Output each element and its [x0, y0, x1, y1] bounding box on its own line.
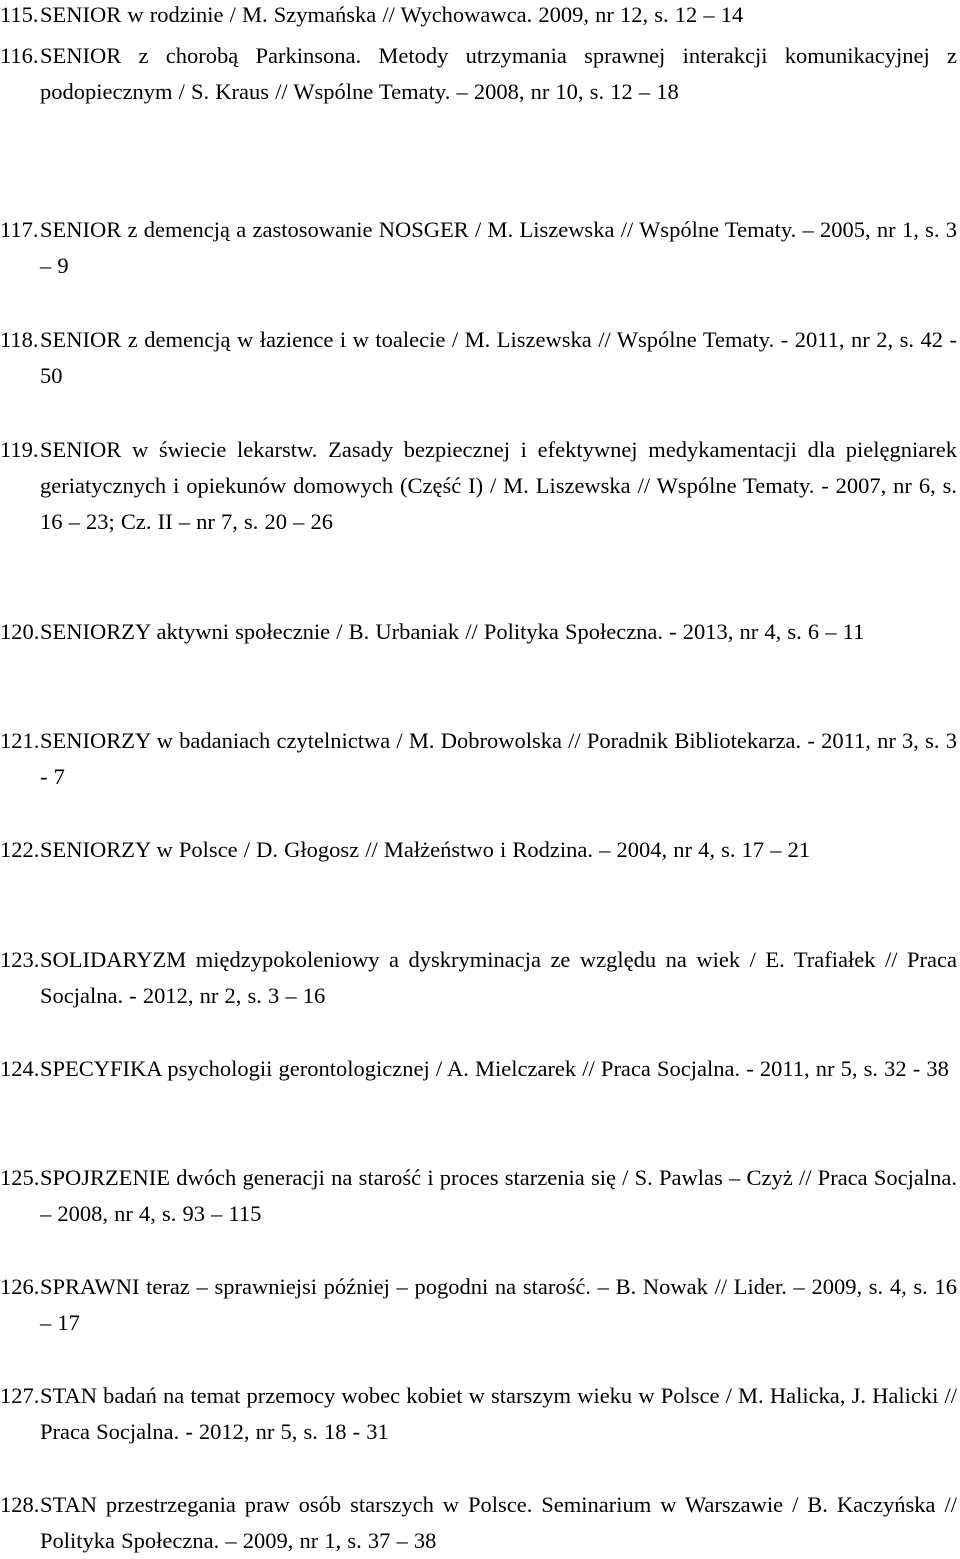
- entry-number: 123.: [0, 947, 40, 972]
- entry-text: SENIORZY aktywni społecznie / B. Urbaniak // Polityka Społeczna. - 2013, nr 4, s. 6 – 11: [40, 619, 865, 644]
- bibliography-entry-127: [0, 1378, 960, 1450]
- entry-text: STAN badań na temat przemocy wobec kobiet w starszym wieku w Polsce / M. Halicka, J. Halicki // Praca Socjalna. - 2012, nr 5, s. 18 - 31: [40, 1383, 957, 1444]
- entry-number: 124.: [0, 1056, 40, 1081]
- entry-text: STAN przestrzegania praw osób starszych w Polsce. Seminarium w Warszawie / B. Kaczyńska // Polityka Społeczna. – 2009, nr 1, s. 37 – 38: [40, 1492, 957, 1553]
- bibliography-entry-120: [0, 614, 960, 650]
- bibliography-entry-123: [0, 942, 960, 1014]
- bibliography-entry-122: [0, 832, 960, 868]
- entry-text: SENIOR z demencją w łazience i w toalecie / M. Liszewska // Wspólne Tematy. - 2011, nr 2, s. 42 - 50: [40, 327, 957, 388]
- entry-text: SOLIDARYZM międzypokoleniowy a dyskryminacja ze względu na wiek / E. Trafiałek // Praca Socjalna. - 2012, nr 2, s. 3 – 16: [40, 947, 957, 1008]
- bibliography-entry-116: [0, 38, 960, 110]
- entry-text: SENIOR z demencją a zastosowanie NOSGER / M. Liszewska // Wspólne Tematy. – 2005, nr 1, s. 3 – 9: [40, 217, 957, 278]
- entry-number: 117.: [0, 217, 39, 242]
- bibliography-entry-126: [0, 1269, 960, 1341]
- entry-number: 118.: [0, 327, 39, 352]
- bibliography-entry-121: [0, 723, 960, 795]
- bibliography-entry-115: [0, 0, 960, 33]
- entry-number: 119.: [0, 437, 39, 462]
- entry-number: 116.: [0, 43, 39, 68]
- entry-text: SPOJRZENIE dwóch generacji na starość i proces starzenia się / S. Pawlas – Czyż // Praca Socjalna. – 2008, nr 4, s. 93 – 115: [40, 1165, 957, 1226]
- entry-text: SENIOR w rodzinie / M. Szymańska // Wychowawca. 2009, nr 12, s. 12 – 14: [40, 2, 744, 27]
- entry-text: SPRAWNI teraz – sprawniejsi później – pogodni na starość. – B. Nowak // Lider. – 2009, s. 4, s. 16 – 17: [40, 1274, 957, 1335]
- bibliography-entry-119: [0, 432, 960, 540]
- entry-text: SPECYFIKA psychologii gerontologicznej / A. Mielczarek // Praca Socjalna. - 2011, nr 5, s. 32 - 38: [40, 1056, 949, 1081]
- bibliography-entry-117: [0, 212, 960, 284]
- entry-text: SENIORZY w badaniach czytelnictwa / M. Dobrowolska // Poradnik Bibliotekarza. - 2011, nr 3, s. 3 - 7: [40, 728, 957, 789]
- bibliography-entry-125: [0, 1160, 960, 1232]
- entry-number: 115.: [0, 2, 39, 27]
- entry-number: 127.: [0, 1383, 40, 1408]
- entry-text: SENIOR z chorobą Parkinsona. Metody utrzymania sprawnej interakcji komunikacyjnej z podopiecznym / S. Kraus // Wspólne Tematy. – 2008, nr 10, s. 12 – 18: [40, 43, 957, 104]
- entry-number: 128.: [0, 1492, 40, 1517]
- entry-number: 122.: [0, 837, 40, 862]
- entry-number: 121.: [0, 728, 40, 753]
- entry-number: 120.: [0, 619, 40, 644]
- entry-text: SENIOR w świecie lekarstw. Zasady bezpiecznej i efektywnej medykamentacji dla pielęgniarek geriatycznych i opiekunów domowych (Część I) / M. Liszewska // Wspólne Tematy. - 2007, nr 6, s. 16 – 23; Cz. II – nr 7, s. 20 – 26: [40, 437, 957, 534]
- entry-text: SENIORZY w Polsce / D. Głogosz // Małżeństwo i Rodzina. – 2004, nr 4, s. 17 – 21: [40, 837, 811, 862]
- bibliography-entry-124: [0, 1051, 960, 1087]
- bibliography-entry-128: [0, 1487, 960, 1559]
- entry-number: 125.: [0, 1165, 40, 1190]
- entry-number: 126.: [0, 1274, 40, 1299]
- bibliography-entry-118: [0, 322, 960, 394]
